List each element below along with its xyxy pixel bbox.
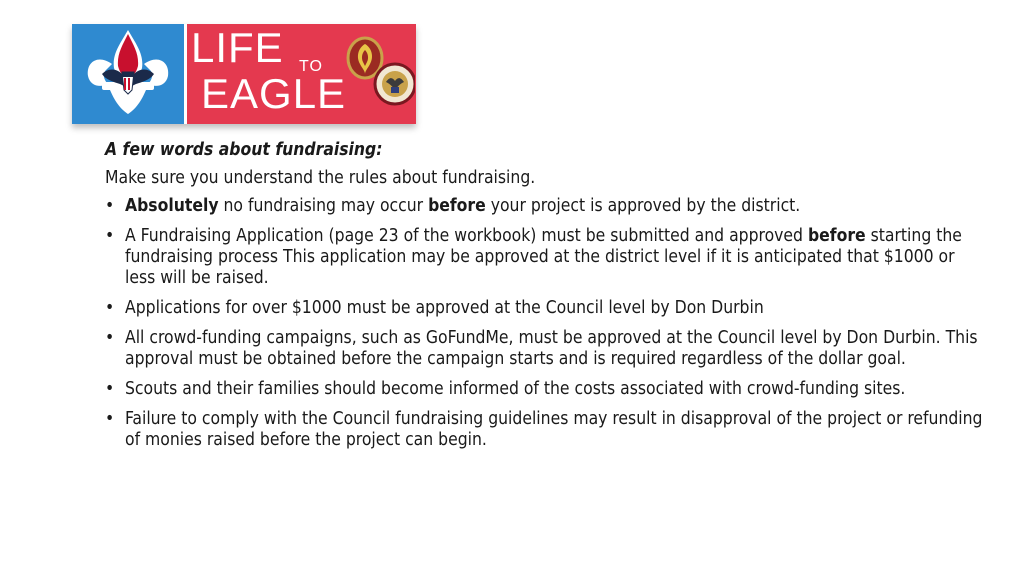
intro-text: Make sure you understand the rules about fundraising. [105,168,536,188]
rules-list [105,196,985,451]
life-to-eagle-banner [72,24,416,124]
banner-title-panel [184,24,416,124]
eagle-rank-badge-icon [375,64,415,104]
banner-emblem-panel [72,24,184,124]
section-heading: A few words about fundraising: [105,140,383,160]
life-rank-badge-icon [348,38,382,78]
list-item: • Applications for over $1000 must be approved at the Council level by Don Durbin [105,298,985,319]
list-item: • Failure to comply with the Council fundraising guidelines may result in disapproval of the project or refunding of monies raised before the project can begin. [105,409,985,451]
banner-word-life: LIFE [191,24,284,71]
banner-word-eagle: EAGLE [201,70,347,117]
list-item: • A Fundraising Application (page 23 of the workbook) must be submitted and approved before starting the fundraising process This application may be approved at the district level if it is anticipated that $1000 or less will be raised. [105,226,985,289]
list-item: • Absolutely no fundraising may occur before your project is approved by the district. [105,196,985,217]
fleur-de-lis-emblem-icon [72,24,184,124]
list-item: • Scouts and their families should become informed of the costs associated with crowd-funding sites. [105,379,985,400]
list-item: • All crowd-funding campaigns, such as GoFundMe, must be approved at the Council level by Don Durbin. This approval must be obtained before the campaign starts and is required regardless of the dollar goal. [105,328,985,370]
banner-word-to: TO [299,58,323,75]
rank-badges [343,24,415,124]
fundraising-content [105,140,985,460]
